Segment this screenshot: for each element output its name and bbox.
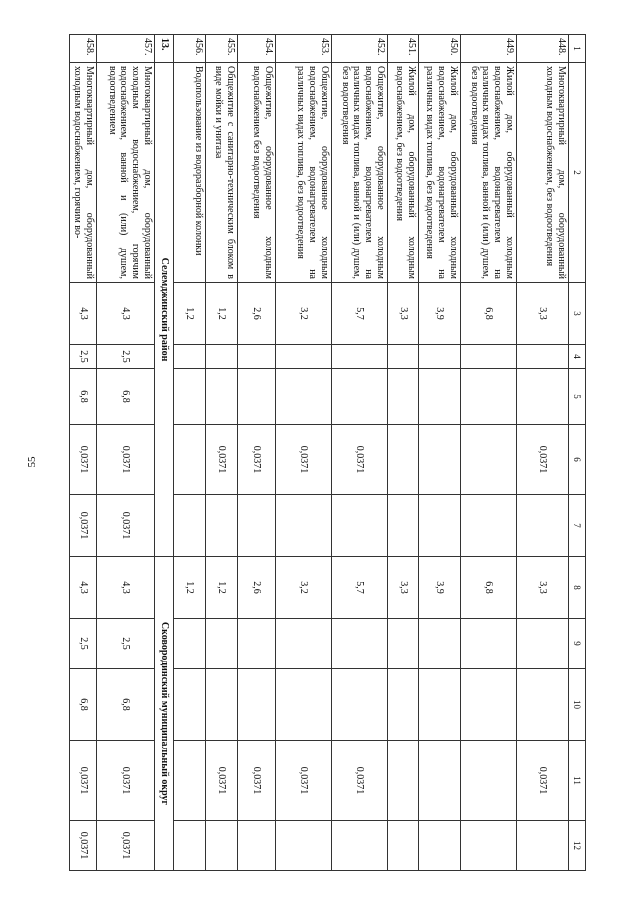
- table-row: [238, 35, 276, 871]
- column-header: 3: [569, 283, 586, 345]
- row-number: 455.: [206, 35, 238, 63]
- value-cell: [419, 669, 461, 741]
- value-cell: [206, 495, 238, 557]
- value-cell: 6,8: [70, 669, 97, 741]
- row-description: Общежитие, оборудованное холодным водоснабжением без водоотведения: [238, 63, 276, 283]
- value-cell: [332, 821, 388, 871]
- column-header: 6: [569, 425, 586, 495]
- value-cell: 1,2: [174, 557, 206, 619]
- value-cell: 0,0371: [276, 741, 332, 821]
- section-number: 13.: [155, 35, 174, 63]
- value-cell: [461, 619, 517, 669]
- row-number: 454.: [238, 35, 276, 63]
- value-cell: [238, 495, 276, 557]
- value-cell: [388, 821, 419, 871]
- value-cell: [238, 821, 276, 871]
- column-header: 10: [569, 669, 586, 741]
- value-cell: 3,3: [517, 557, 569, 619]
- value-cell: 0,0371: [517, 425, 569, 495]
- value-cell: [174, 425, 206, 495]
- value-cell: 2,6: [238, 557, 276, 619]
- value-cell: [238, 669, 276, 741]
- value-cell: [388, 741, 419, 821]
- value-cell: [276, 821, 332, 871]
- value-cell: 6,8: [461, 557, 517, 619]
- value-cell: 6,8: [97, 369, 155, 425]
- value-cell: [206, 821, 238, 871]
- value-cell: 0,0371: [97, 425, 155, 495]
- row-number: 453.: [276, 35, 332, 63]
- value-cell: 6,8: [97, 669, 155, 741]
- value-cell: [332, 619, 388, 669]
- table-row: [388, 35, 419, 871]
- value-cell: 4,3: [70, 283, 97, 345]
- row-number: 450.: [419, 35, 461, 63]
- value-cell: 5,7: [332, 557, 388, 619]
- column-header: 7: [569, 495, 586, 557]
- value-cell: 2,6: [238, 283, 276, 345]
- header-row: [569, 35, 586, 871]
- value-cell: [461, 425, 517, 495]
- value-cell: 0,0371: [97, 821, 155, 871]
- value-cell: [388, 495, 419, 557]
- value-cell: [517, 345, 569, 369]
- value-cell: 0,0371: [238, 741, 276, 821]
- value-cell: 3,3: [388, 283, 419, 345]
- value-cell: 0,0371: [276, 425, 332, 495]
- value-cell: [238, 369, 276, 425]
- row-description: Водопользование из водоразборной колонки: [174, 63, 206, 283]
- value-cell: [388, 425, 419, 495]
- value-cell: [419, 741, 461, 821]
- table-row: [97, 35, 155, 871]
- row-description: Жилой дом, оборудованный холодным водоснабжением, без водоотведения: [388, 63, 419, 283]
- value-cell: [206, 369, 238, 425]
- value-cell: [419, 345, 461, 369]
- value-cell: [206, 619, 238, 669]
- section-title-right: Сковородинский муниципальный округ: [155, 557, 174, 871]
- value-cell: [461, 345, 517, 369]
- value-cell: [276, 369, 332, 425]
- value-cell: 6,8: [461, 283, 517, 345]
- tariff-table: [69, 34, 586, 871]
- page-number: 55: [26, 456, 38, 468]
- value-cell: 1,2: [206, 557, 238, 619]
- value-cell: [517, 821, 569, 871]
- section-title-left: Селемджинский район: [155, 63, 174, 557]
- value-cell: [206, 345, 238, 369]
- value-cell: 3,9: [419, 557, 461, 619]
- value-cell: [332, 495, 388, 557]
- section-row: [155, 35, 174, 871]
- value-cell: 0,0371: [70, 425, 97, 495]
- value-cell: 0,0371: [70, 741, 97, 821]
- table-row: [517, 35, 569, 871]
- value-cell: [174, 495, 206, 557]
- value-cell: 3,3: [388, 557, 419, 619]
- value-cell: [419, 369, 461, 425]
- value-cell: 0,0371: [206, 425, 238, 495]
- value-cell: 2,5: [70, 619, 97, 669]
- value-cell: [517, 495, 569, 557]
- row-number: 449.: [461, 35, 517, 63]
- value-cell: 1,2: [206, 283, 238, 345]
- value-cell: 6,8: [70, 369, 97, 425]
- column-header: 11: [569, 741, 586, 821]
- table-row: [276, 35, 332, 871]
- value-cell: [419, 495, 461, 557]
- value-cell: 2,5: [97, 619, 155, 669]
- value-cell: [388, 345, 419, 369]
- value-cell: 2,5: [70, 345, 97, 369]
- value-cell: 3,3: [517, 283, 569, 345]
- value-cell: [174, 669, 206, 741]
- value-cell: [461, 669, 517, 741]
- row-number: 456.: [174, 35, 206, 63]
- value-cell: [388, 669, 419, 741]
- value-cell: [276, 669, 332, 741]
- row-number: 457.: [97, 35, 155, 63]
- value-cell: [332, 669, 388, 741]
- table-row: [461, 35, 517, 871]
- column-header: 1: [569, 35, 586, 63]
- value-cell: 5,7: [332, 283, 388, 345]
- value-cell: 4,3: [97, 557, 155, 619]
- table-row: [419, 35, 461, 871]
- table-row: [206, 35, 238, 871]
- value-cell: 0,0371: [332, 741, 388, 821]
- value-cell: 0,0371: [332, 425, 388, 495]
- value-cell: [461, 495, 517, 557]
- value-cell: [419, 821, 461, 871]
- table-row: [332, 35, 388, 871]
- value-cell: 3,9: [419, 283, 461, 345]
- value-cell: [461, 369, 517, 425]
- value-cell: 0,0371: [238, 425, 276, 495]
- value-cell: 0,0371: [517, 741, 569, 821]
- column-header: 5: [569, 369, 586, 425]
- value-cell: [419, 425, 461, 495]
- row-description: Жилой дом, оборудованный холодным водоснабжением, водонагревателем на различных видах топлива, ванной и (или) душем, без водоотведения: [461, 63, 517, 283]
- value-cell: 0,0371: [97, 741, 155, 821]
- value-cell: [461, 821, 517, 871]
- row-description: Многоквартирный дом, оборудованный холодным водоснабжением, без водоотведения: [517, 63, 569, 283]
- value-cell: [276, 619, 332, 669]
- row-number: 452.: [332, 35, 388, 63]
- value-cell: 0,0371: [97, 495, 155, 557]
- value-cell: [174, 369, 206, 425]
- value-cell: [517, 369, 569, 425]
- table-row: [70, 35, 97, 871]
- value-cell: [461, 741, 517, 821]
- value-cell: [517, 669, 569, 741]
- column-header: 2: [569, 63, 586, 283]
- row-description: Многоквартирный дом, оборудованный холодным водоснабжением, горячим во-: [70, 63, 97, 283]
- value-cell: [388, 369, 419, 425]
- value-cell: [174, 821, 206, 871]
- row-description: Общежитие, оборудованное холодным водоснабжением, водонагревателем на различных видах топлива, ванной и (или) душем, без водоотведения: [332, 63, 388, 283]
- column-header: 9: [569, 619, 586, 669]
- value-cell: [388, 619, 419, 669]
- column-header: 8: [569, 557, 586, 619]
- row-description: Общежитие с санитарно-техническим блоком в виде мойки и унитаза: [206, 63, 238, 283]
- value-cell: [174, 619, 206, 669]
- value-cell: 1,2: [174, 283, 206, 345]
- value-cell: 0,0371: [70, 495, 97, 557]
- value-cell: [419, 619, 461, 669]
- row-number: 458.: [70, 35, 97, 63]
- tariff-table-rotated: [74, 34, 586, 870]
- column-header: 4: [569, 345, 586, 369]
- table-row: [174, 35, 206, 871]
- column-header: 12: [569, 821, 586, 871]
- row-number: 448.: [517, 35, 569, 63]
- value-cell: 0,0371: [206, 741, 238, 821]
- row-description: Общежитие, оборудованное холодным водоснабжением, водонагревателем на различных видах топлива, без водоотведения: [276, 63, 332, 283]
- value-cell: [517, 619, 569, 669]
- value-cell: [238, 619, 276, 669]
- value-cell: [174, 345, 206, 369]
- row-description: Жилой дом, оборудованный холодным водоснабжением, водонагревателем на различных видах топлива, без водоотведения: [419, 63, 461, 283]
- value-cell: [276, 495, 332, 557]
- value-cell: [276, 345, 332, 369]
- value-cell: [206, 669, 238, 741]
- value-cell: [238, 345, 276, 369]
- value-cell: 4,3: [97, 283, 155, 345]
- value-cell: 4,3: [70, 557, 97, 619]
- value-cell: 3,2: [276, 557, 332, 619]
- value-cell: [332, 345, 388, 369]
- value-cell: 2,5: [97, 345, 155, 369]
- value-cell: [332, 369, 388, 425]
- value-cell: [174, 741, 206, 821]
- value-cell: 0,0371: [70, 821, 97, 871]
- row-description: Многоквартирный дом, оборудованный холодным водоснабжением, горячим водоснабжением, ванной и (или) душем, водоотведением: [97, 63, 155, 283]
- row-number: 451.: [388, 35, 419, 63]
- value-cell: 3,2: [276, 283, 332, 345]
